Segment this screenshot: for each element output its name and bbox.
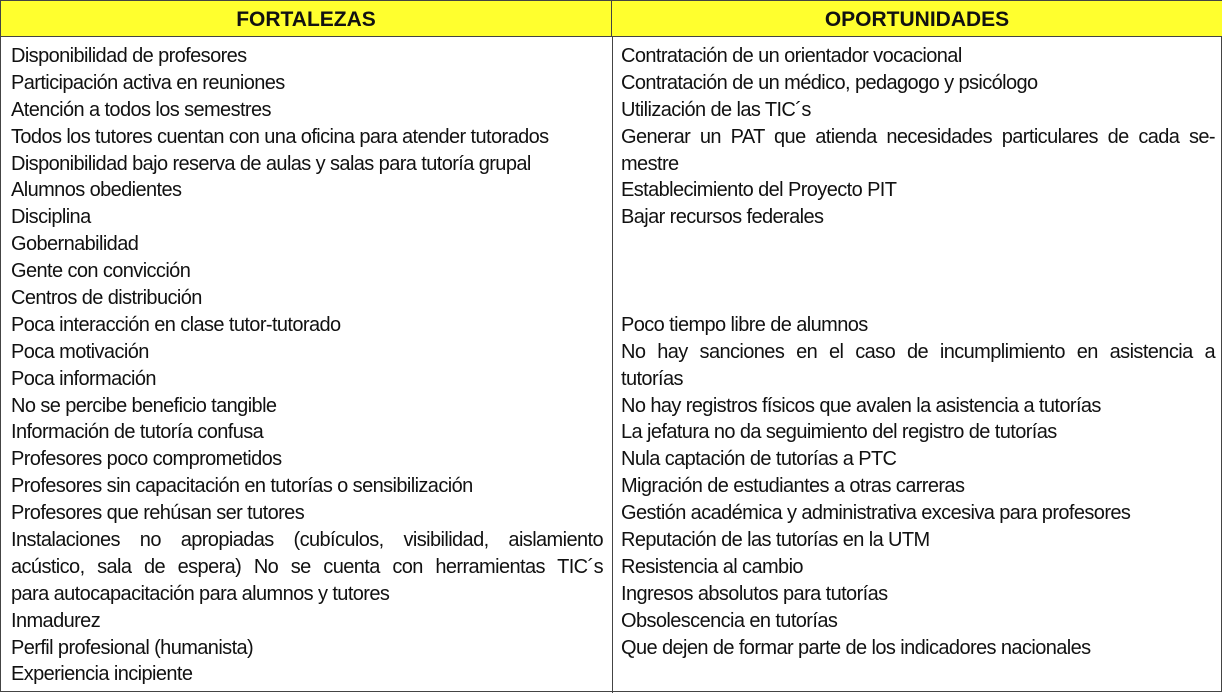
list-gap: [621, 285, 1215, 312]
list-item: acústico, sala de espera) No se cuenta con herramientas TIC´s: [11, 555, 603, 578]
list-item: Nula captación de tutorías a PTC: [621, 448, 897, 471]
list-item: Información de tutoría confusa: [11, 421, 264, 444]
list-item: Perfil profesional (humanista): [11, 636, 254, 659]
list-item: Participación activa en reuniones: [11, 71, 285, 94]
list-item: Profesores poco comprometidos: [11, 448, 282, 471]
list-item: Instalaciones no apropiadas (cubículos, visibilidad, aislamiento: [11, 529, 603, 552]
list-item: Bajar recursos federales: [621, 206, 824, 229]
list-item: mestre: [621, 152, 679, 175]
list-item: Experiencia incipiente: [11, 663, 193, 686]
list-item: Poco tiempo libre de alumnos: [621, 313, 868, 336]
list-item: Profesores que rehúsan ser tutores: [11, 502, 305, 525]
list-item: Poca información: [11, 367, 156, 390]
header-fortalezas: FORTALEZAS: [1, 1, 612, 37]
list-item: Reputación de las tutorías en la UTM: [621, 529, 930, 552]
list-item: Inmadurez: [11, 609, 101, 632]
list-gap: [621, 231, 1215, 258]
list-item: Utilización de las TIC´s: [621, 98, 811, 121]
list-item: Todos los tutores cuentan con una oficina para atender tutorados: [11, 125, 549, 148]
list-item: Alumnos obedientes: [11, 179, 182, 202]
list-item: Disponibilidad bajo reserva de aulas y salas para tutoría grupal: [11, 152, 531, 175]
list-gap: [621, 258, 1215, 285]
list-item: Gente con convicción: [11, 260, 191, 283]
list-item: No hay sanciones en el caso de incumplimiento en asistencia a: [621, 340, 1215, 363]
list-item: Gobernabilidad: [11, 233, 139, 256]
list-item: Contratación de un orientador vocacional: [621, 45, 962, 67]
list-item: La jefatura no da seguimiento del registro de tutorías: [621, 421, 1057, 444]
list-item: Resistencia al cambio: [621, 555, 803, 578]
list-item: Disciplina: [11, 206, 91, 229]
list-item: Establecimiento del Proyecto PIT: [621, 179, 897, 202]
list-item: Generar un PAT que atienda necesidades particulares de cada se-: [621, 125, 1215, 148]
header-oportunidades: OPORTUNIDADES: [612, 1, 1222, 37]
oportunidades-column: [621, 43, 1215, 661]
list-item: Migración de estudiantes a otras carreras: [621, 475, 965, 498]
list-item: Poca interacción en clase tutor-tutorado: [11, 313, 341, 336]
fortalezas-column: [11, 43, 603, 688]
list-item: Centros de distribución: [11, 287, 202, 310]
list-item: Profesores sin capacitación en tutorías o sensibilización: [11, 475, 473, 498]
list-item: tutorías: [621, 367, 683, 390]
list-item: Que dejen de formar parte de los indicadores nacionales: [621, 636, 1091, 659]
list-item: Gestión académica y administrativa excesiva para profesores: [621, 502, 1131, 525]
list-item: Contratación de un médico, pedagogo y psicólogo: [621, 71, 1038, 94]
column-divider: [612, 37, 613, 693]
list-item: Atención a todos los semestres: [11, 98, 271, 121]
list-item: Disponibilidad de profesores: [11, 45, 247, 67]
list-item: para autocapacitación para alumnos y tutores: [11, 582, 390, 605]
list-item: Poca motivación: [11, 340, 149, 363]
list-item: No se percibe beneficio tangible: [11, 394, 277, 417]
list-item: Obsolescencia en tutorías: [621, 609, 838, 632]
list-item: No hay registros físicos que avalen la asistencia a tutorías: [621, 394, 1101, 417]
list-item: Ingresos absolutos para tutorías: [621, 582, 888, 605]
